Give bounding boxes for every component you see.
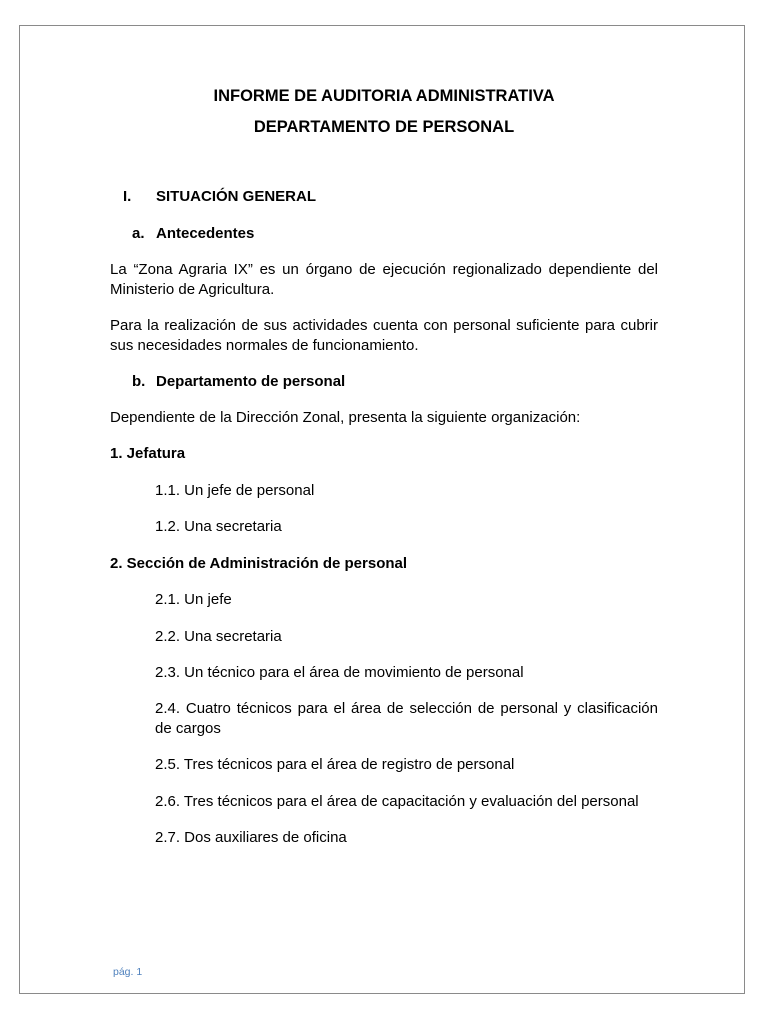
list-item: 2.2. Una secretaria [155,628,282,645]
paragraph-antecedentes-2: Para la realización de sus actividades cuenta con personal suficiente para cubrir sus necesidades normales de funcionamiento. [110,317,658,354]
subsection-b-letter: b. [132,373,146,390]
list-item: 2.1. Un jefe [155,591,232,608]
page-number: pág. 1 [113,966,143,978]
list-item: 2.3. Un técnico para el área de movimiento de personal [155,664,524,681]
section-number: I. [123,188,132,205]
heading-seccion-administracion: 2. Sección de Administración de personal [110,555,408,572]
page-border [19,25,745,994]
list-item: 2.6. Tres técnicos para el área de capacitación y evaluación del personal [155,793,639,810]
heading-jefatura: 1. Jefatura [110,445,186,462]
paragraph-antecedentes-1: La “Zona Agraria IX” es un órgano de ejecución regionalizado dependiente del Ministerio de Agricultura. [110,261,658,298]
section-title: SITUACIÓN GENERAL [156,188,317,205]
subsection-a-title: Antecedentes [156,225,255,242]
list-item: 2.4. Cuatro técnicos para el área de selección de personal y clasificación de cargos [155,700,658,737]
document-title: INFORME DE AUDITORIA ADMINISTRATIVA [213,87,555,105]
document-subtitle: DEPARTAMENTO DE PERSONAL [253,118,515,136]
list-item: 1.1. Un jefe de personal [155,482,315,499]
subsection-b-title: Departamento de personal [156,373,346,390]
list-item: 2.7. Dos auxiliares de oficina [155,829,347,846]
paragraph-organizacion: Dependiente de la Dirección Zonal, presenta la siguiente organización: [110,409,581,426]
list-item: 2.5. Tres técnicos para el área de registro de personal [155,756,515,773]
list-item: 1.2. Una secretaria [155,518,282,535]
subsection-a-letter: a. [132,225,145,242]
